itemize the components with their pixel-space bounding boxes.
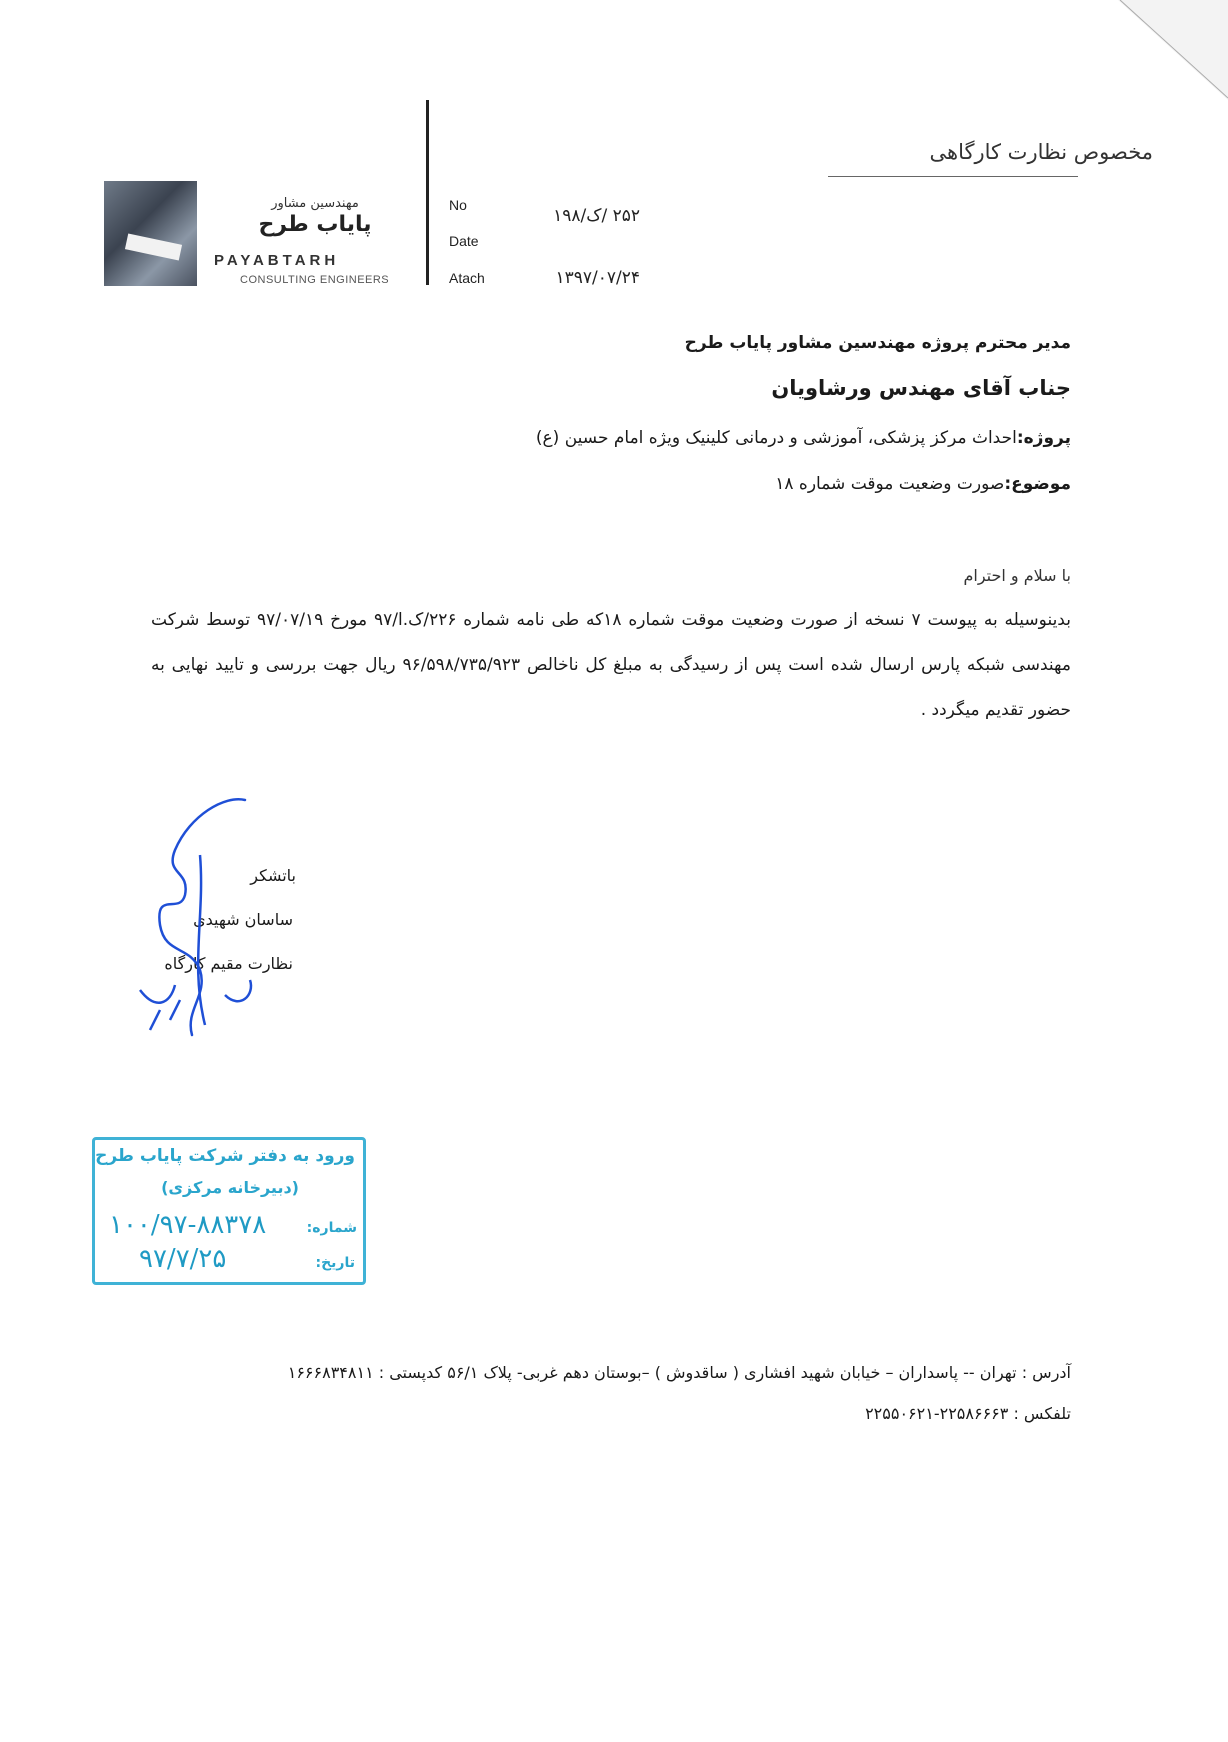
subject-label: موضوع: (1004, 474, 1071, 494)
addressee-line-1: مدیر محترم پروژه مهندسین مشاور پایاب طرح (684, 333, 1071, 353)
letter-number: ۲۵۲ /ک/۱۹۸ (553, 206, 640, 226)
handwritten-top-note: مخصوص نظارت کارگاهی (929, 140, 1153, 164)
project-label: پروژه: (1016, 428, 1071, 448)
logo-subtitle-en: CONSULTING ENGINEERS (240, 274, 390, 286)
signature (130, 795, 310, 1045)
footer-phone: تلفکس : ۲۲۵۸۶۶۶۳-۲۲۵۵۰۶۲۱ (865, 1404, 1071, 1423)
greeting: با سلام و احترام (963, 566, 1071, 585)
signer-title: نظارت مقیم کارگاه (164, 954, 293, 973)
footer-address: آدرس : تهران -- پاسداران – خیابان شهید افشاری ( ساقدوش ) –بوستان دهم غربی- پلاک ۵۶/۱ کدپستی : ۱۶۶۶۸۳۴۸۱۱ (287, 1363, 1071, 1382)
logo-subtitle-fa: مهندسین مشاور (271, 196, 359, 211)
stamp-number-label: شماره: (306, 1220, 357, 1236)
addressee-line-2: جناب آقای مهندس ورشاویان (771, 376, 1071, 400)
header-divider (426, 100, 429, 285)
closing-thanks: باتشکر (250, 866, 296, 885)
no-label: No (449, 197, 467, 213)
top-note-underline (828, 176, 1078, 177)
stamp-date-value: ۹۷/۷/۲۵ (139, 1244, 227, 1274)
stamp-subtitle: (دبیرخانه مرکزی) (161, 1178, 299, 1197)
date-label: Date (449, 233, 479, 249)
stamp-number-value: ۱۰۰/۹۷-۸۸۳۷۸ (109, 1210, 267, 1240)
subject-value: صورت وضعیت موقت شماره ۱۸ (775, 474, 1005, 494)
letter-date: ۱۳۹۷/۰۷/۲۴ (555, 268, 640, 288)
project-line (536, 428, 1071, 448)
signer-name: ساسان شهیدی (193, 910, 293, 929)
body-paragraph: بدینوسیله به پیوست ۷ نسخه از صورت وضعیت موقت شماره ۱۸که طی نامه شماره ۲۲۶/ک.ا/۹۷ مورخ ۹۷/۰۷/۱۹ توسط شرکت مهندسی شبکه پارس ارسال شده است پس از رسیدگی به مبلغ کل ناخالص ۹۶/۵۹۸/۷۳۵/۹۲۳ ریال جهت بررسی و تایید نهایی به حضور تقدیم میگردد . (151, 610, 1071, 720)
project-value: احداث مرکز پزشکی، آموزشی و درمانی کلینیک ویژه امام حسین (ع) (535, 428, 1017, 448)
folded-corner (1118, 0, 1228, 100)
logo-image (104, 181, 197, 286)
stamp-title: ورود به دفتر شرکت پایاب طرح (95, 1146, 355, 1166)
stamp-date-label: تاریخ: (315, 1255, 355, 1271)
logo-name-en: PAYABTARH (214, 252, 340, 269)
subject-line (775, 474, 1071, 494)
attach-label: Atach (449, 270, 485, 286)
receipt-stamp (92, 1137, 366, 1285)
logo-name-fa: پایاب طرح (258, 212, 372, 237)
